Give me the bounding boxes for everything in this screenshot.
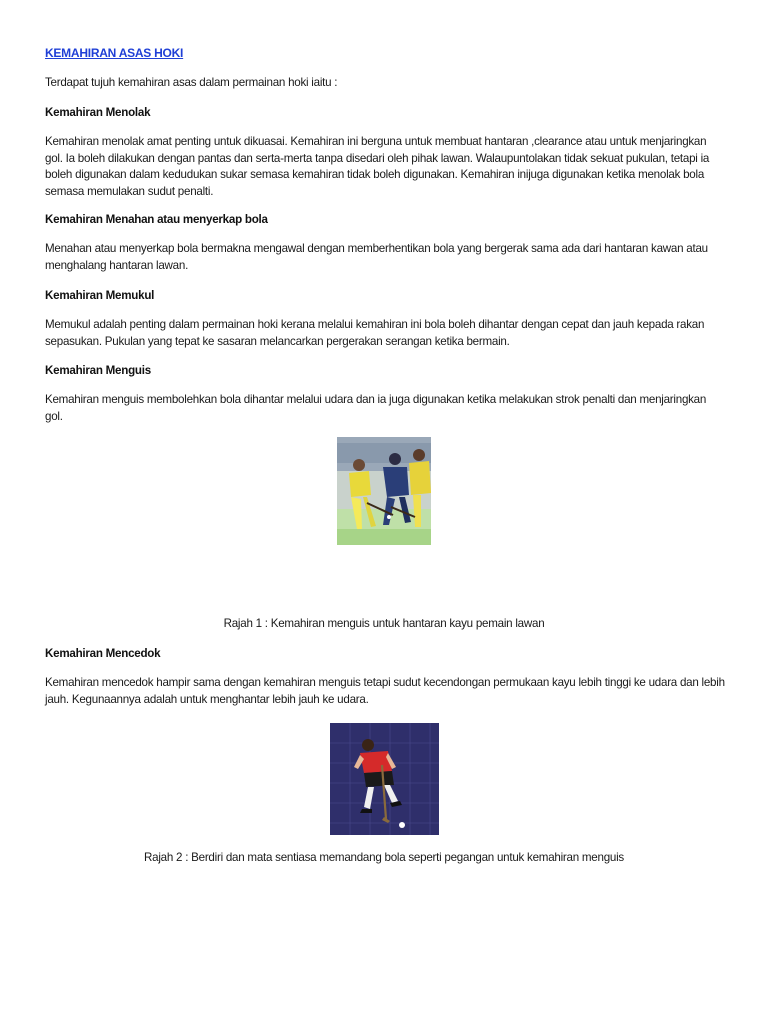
hockey-player-illustration [330, 723, 439, 835]
body-menguis: Kemahiran menguis membolehkan bola dihantar melalui udara dan ia juga digunakan ketika melakukan strok penalti dan menjaringkan gol. [45, 393, 707, 423]
body-mencedok: Kemahiran mencedok hampir sama dengan kemahiran menguis tetapi sudut kecendongan permukaan kayu lebih tinggi ke udara dan lebih jauh. Kegunaannya adalah untuk menghantar lebih jauh ke udara. [45, 676, 725, 706]
heading-menolak: Kemahiran Menolak [45, 106, 151, 119]
heading-menguis: Kemahiran Menguis [45, 364, 151, 377]
figure-1-caption: Rajah 1 : Kemahiran menguis untuk hantaran kayu pemain lawan [223, 617, 545, 630]
hockey-players-photo [337, 437, 431, 545]
body-menolak: Kemahiran menolak amat penting untuk dikuasai. Kemahiran ini berguna untuk membuat hantaran ,clearance atau untuk menjaringkan gol. Ia boleh dilakukan dengan pantas dan serta-merta tanpa disedari oleh pihak lawan. Walaupuntolakan tidak sekuat pukulan, tetapi ia boleh digunakan dalam kedudukan sukar semasa kemahiran tidak boleh digunakan. Kemahiran inijuga digunakan ketika menolak bola semasa memulakan sudut penalti. [45, 135, 710, 198]
figure-1-image [337, 437, 431, 545]
intro-text: Terdapat tujuh kemahiran asas dalam permainan hoki iaitu : [45, 76, 338, 89]
figure-2-caption: Rajah 2 : Berdiri dan mata sentiasa memandang bola seperti pegangan untuk kemahiran menguis [144, 851, 624, 864]
heading-menahan: Kemahiran Menahan atau menyerkap bola [45, 213, 268, 226]
body-memukul: Memukul adalah penting dalam permainan hoki kerana melalui kemahiran ini bola boleh dihantar dengan cepat dan jauh kepada rakan sepasukan. Pukulan yang tepat ke sasaran melancarkan pergerakan serangan ketika bermain. [45, 318, 705, 348]
heading-memukul: Kemahiran Memukul [45, 289, 155, 302]
figure-2-image [330, 723, 439, 835]
document-title[interactable]: KEMAHIRAN ASAS HOKI [45, 46, 184, 60]
body-menahan: Menahan atau menyerkap bola bermakna mengawal dengan memberhentikan bola yang bergerak sama ada dari hantaran kawan atau menghalang hantaran lawan. [45, 242, 708, 272]
heading-mencedok: Kemahiran Mencedok [45, 647, 161, 660]
